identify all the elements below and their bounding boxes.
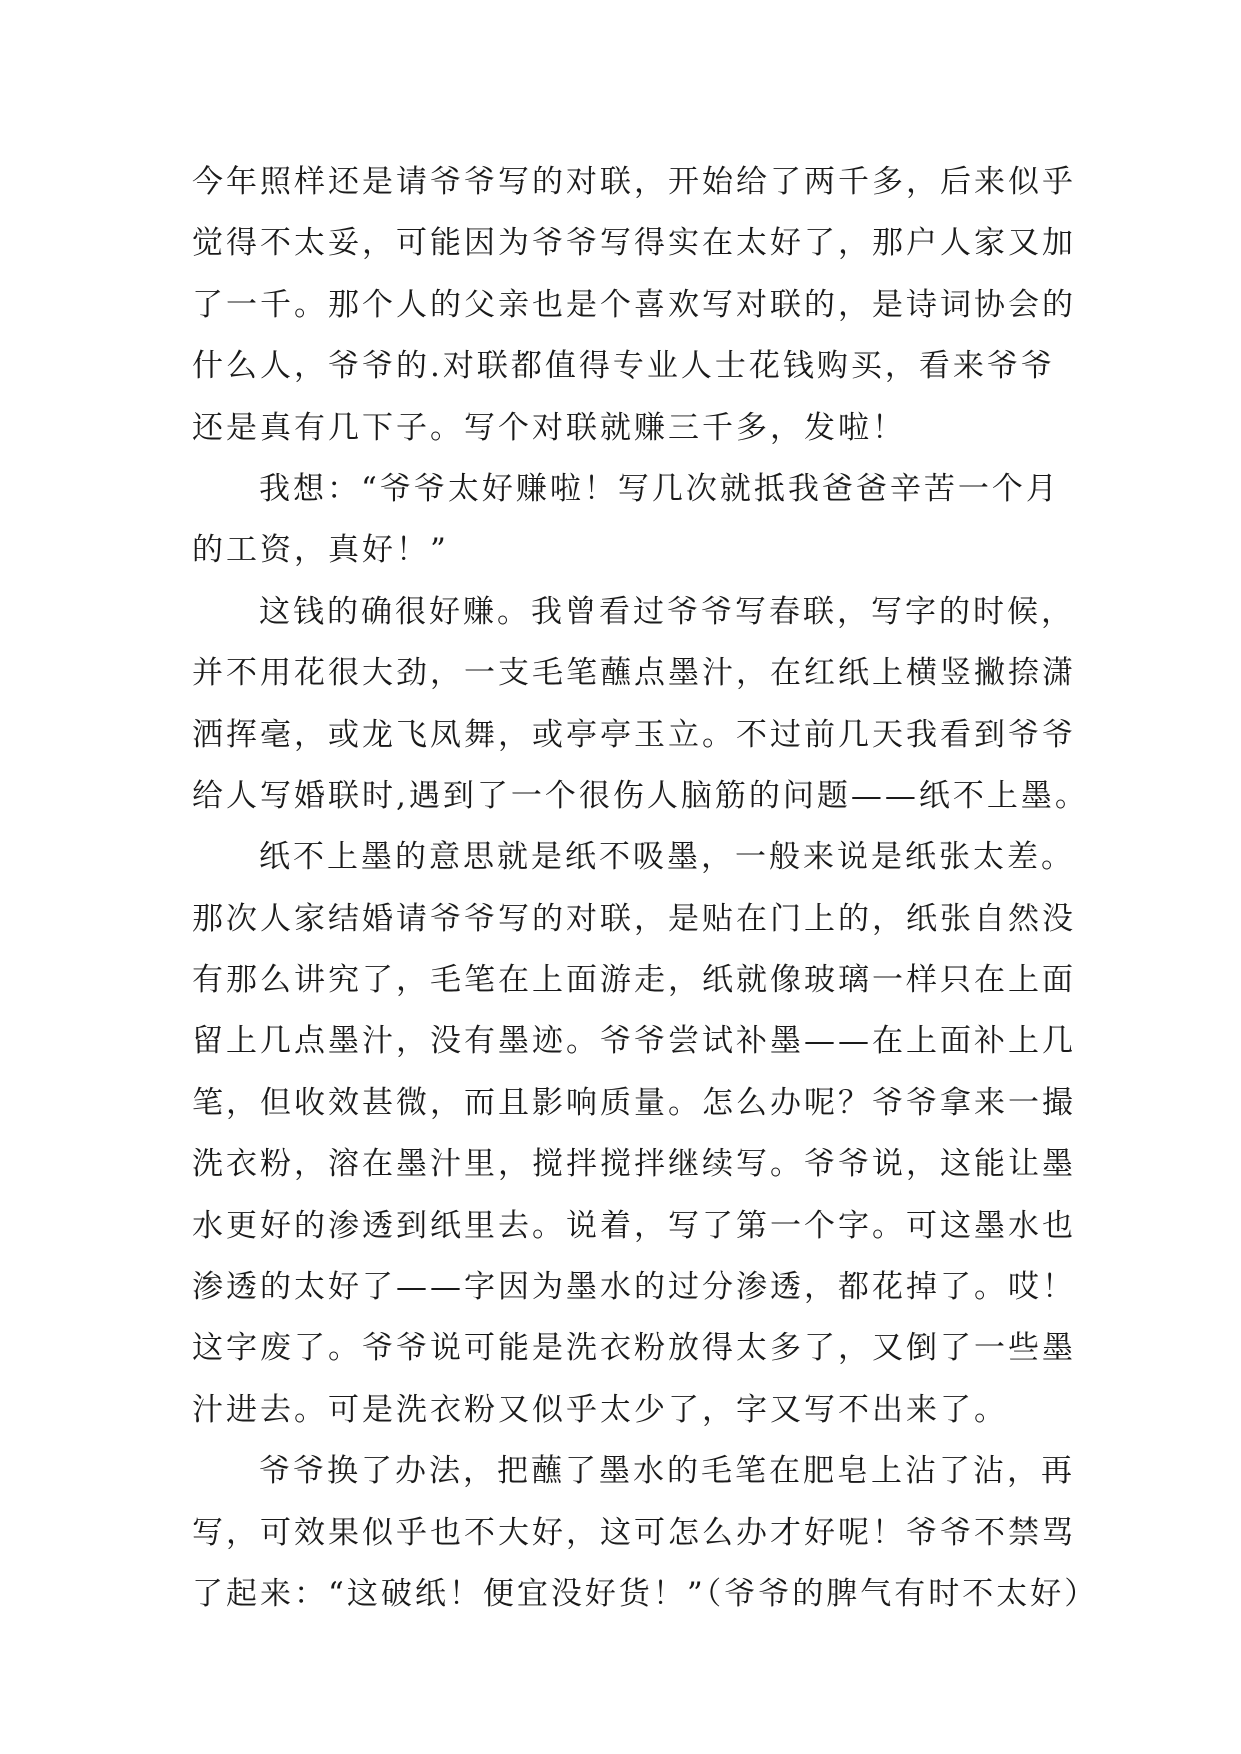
paragraph-first-line: 这钱的确很好赚。我曾看过爷爷写春联，写字的时候， [259, 593, 1075, 630]
text-line: 写，可效果似乎也不大好，这可怎么办才好呢！爷爷不禁骂 [192, 1514, 1076, 1551]
text-line: 什么人，爷爷的.对联都值得专业人士花钱购买，看来爷爷 [192, 348, 1055, 385]
text-line: 汁进去。可是洗衣粉又似乎太少了，字又写不出来了。 [192, 1391, 1008, 1428]
text-line: 那次人家结婚请爷爷写的对联，是贴在门上的，纸张自然没 [192, 900, 1076, 937]
paragraph-first-line: 爷爷换了办法，把蘸了墨水的毛笔在肥皂上沾了沾，再 [259, 1453, 1075, 1490]
text-line: 并不用花很大劲，一支毛笔蘸点墨汁，在红纸上横竖撇捺潇 [192, 655, 1076, 692]
text-line: 今年照样还是请爷爷写的对联，开始给了两千多，后来似乎 [192, 164, 1076, 200]
text-line: 这字废了。爷爷说可能是洗衣粉放得太多了，又倒了一些墨 [192, 1330, 1076, 1367]
text-line: 了一千。那个人的父亲也是个喜欢写对联的，是诗词协会的 [192, 286, 1076, 323]
text-line: 渗透的太好了——字因为墨水的过分渗透，都花掉了。哎！ [192, 1269, 1076, 1306]
paragraph-first-line: 我想：“爷爷太好赚啦！写几次就抵我爸爸辛苦一个月 [259, 470, 1060, 507]
text-line: 还是真有几下子。写个对联就赚三千多，发啦！ [192, 409, 906, 446]
text-line: 笔，但收效甚微，而且影响质量。怎么办呢？爷爷拿来一撮 [192, 1084, 1076, 1121]
text-line: 了起来：“这破纸！便宜没好货！”（爷爷的脾气有时不太好） [192, 1575, 1099, 1612]
text-line: 洗衣粉，溶在墨汁里，搅拌搅拌继续写。爷爷说，这能让墨 [192, 1146, 1076, 1183]
text-line: 觉得不太妥，可能因为爷爷写得实在太好了，那户人家又加 [192, 225, 1076, 262]
text-line: 有那么讲究了，毛笔在上面游走，纸就像玻璃一样只在上面 [192, 962, 1076, 999]
paragraph-first-line: 纸不上墨的意思就是纸不吸墨，一般来说是纸张太差。 [259, 839, 1075, 876]
text-line: 的工资，真好！” [192, 532, 449, 569]
text-line: 水更好的渗透到纸里去。说着，写了第一个字。可这墨水也 [192, 1207, 1076, 1244]
text-line: 洒挥毫，或龙飞凤舞，或亭亭玉立。不过前几天我看到爷爷 [192, 716, 1076, 753]
text-line: 给人写婚联时,遇到了一个很伤人脑筋的问题——纸不上墨。 [192, 777, 1089, 814]
body-text [192, 152, 1099, 1625]
text-line: 留上几点墨汁，没有墨迹。爷爷尝试补墨——在上面补上几 [192, 1023, 1076, 1060]
